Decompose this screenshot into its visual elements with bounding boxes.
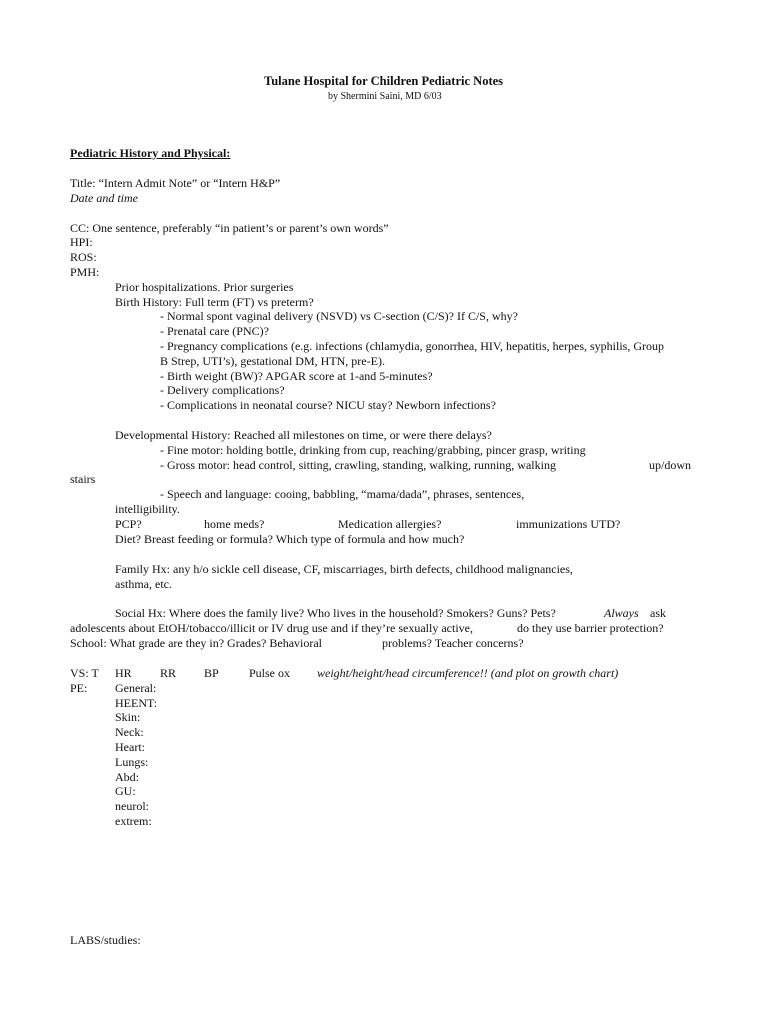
vs-hr: HR bbox=[115, 666, 132, 680]
diet-line: Diet? Breast feeding or formula? Which type of formula and how much? bbox=[115, 532, 465, 546]
vs-rr: RR bbox=[160, 666, 177, 680]
developmental-gross-motor: - Gross motor: head control, sitting, crawling, standing, walking, running, walking bbox=[160, 458, 556, 472]
labs-line: LABS/studies: bbox=[70, 933, 141, 947]
family-history-2: asthma, etc. bbox=[115, 577, 172, 591]
pe-item: Lungs: bbox=[115, 755, 149, 769]
pcp-label: PCP? bbox=[115, 517, 142, 531]
school-line-b: problems? Teacher concerns? bbox=[382, 636, 524, 650]
allergies-label: Medication allergies? bbox=[338, 517, 442, 531]
pe-item: Heart: bbox=[115, 740, 145, 754]
pe-item: Skin: bbox=[115, 710, 141, 724]
pmh-pnc: - Prenatal care (PNC)? bbox=[160, 324, 269, 338]
ros-line: ROS: bbox=[70, 250, 97, 264]
section-heading: Pediatric History and Physical: bbox=[70, 146, 231, 160]
pmh-prior: Prior hospitalizations. Prior surgeries bbox=[115, 280, 294, 294]
developmental-stairs: stairs bbox=[70, 472, 96, 486]
pmh-pregnancy-2: B Strep, UTI’s), gestational DM, HTN, pre-E). bbox=[160, 354, 385, 368]
school-line-a: School: What grade are they in? Grades? Behavioral bbox=[70, 636, 323, 650]
developmental-header: Developmental History: Reached all milestones on time, or were there delays? bbox=[115, 428, 492, 442]
developmental-fine-motor: - Fine motor: holding bottle, drinking from cup, reaching/grabbing, pincer grasp, writing bbox=[160, 443, 586, 457]
vs-bp: BP bbox=[204, 666, 219, 680]
title-line: Title: “Intern Admit Note” or “Intern H&P” bbox=[70, 176, 281, 190]
pe-item: Neck: bbox=[115, 725, 144, 739]
social-ask: ask bbox=[650, 606, 666, 620]
pe-item: HEENT: bbox=[115, 696, 158, 710]
pmh-birth-weight: - Birth weight (BW)? APGAR score at 1-and 5-minutes? bbox=[160, 369, 433, 383]
social-history-1: Social Hx: Where does the family live? Who lives in the household? Smokers? Guns? Pets? bbox=[115, 606, 556, 620]
vs-pulse-ox: Pulse ox bbox=[249, 666, 291, 680]
pmh-delivery: - Delivery complications? bbox=[160, 383, 285, 397]
pe-item: neurol: bbox=[115, 799, 149, 813]
vs-growth-note: weight/height/head circumference!! (and plot on growth chart) bbox=[317, 666, 619, 680]
pe-item: Abd: bbox=[115, 770, 139, 784]
pe-item: extrem: bbox=[115, 814, 152, 828]
vs-label: VS: T bbox=[70, 666, 99, 680]
pmh-nsvd: - Normal spont vaginal delivery (NSVD) vs C-section (C/S)? If C/S, why? bbox=[160, 309, 518, 323]
pe-label: PE: bbox=[70, 681, 88, 695]
social-history-2: adolescents about EtOH/tobacco/illicit or IV drug use and if they’re sexually active, bbox=[70, 621, 473, 635]
social-history-2b: do they use barrier protection? bbox=[517, 621, 664, 635]
hpi-line: HPI: bbox=[70, 235, 93, 249]
home-meds-label: home meds? bbox=[204, 517, 265, 531]
cc-line: CC: One sentence, preferably “in patient’s or parent’s own words” bbox=[70, 221, 389, 235]
developmental-updown: up/down bbox=[649, 458, 691, 472]
pmh-pregnancy-1: - Pregnancy complications (e.g. infections (chlamydia, gonorrhea, HIV, hepatitis, herpes, syphilis, Group bbox=[160, 339, 664, 353]
pmh-neonatal: - Complications in neonatal course? NICU stay? Newborn infections? bbox=[160, 398, 496, 412]
pe-item: GU: bbox=[115, 784, 136, 798]
immunizations-label: immunizations UTD? bbox=[516, 517, 621, 531]
developmental-intelligibility: intelligibility. bbox=[115, 502, 180, 516]
social-always: Always bbox=[604, 606, 639, 620]
date-time-line: Date and time bbox=[70, 191, 138, 205]
pmh-line: PMH: bbox=[70, 265, 100, 279]
document-byline: by Shermini Saini, MD 6/03 bbox=[328, 91, 442, 102]
pe-item: General: bbox=[115, 681, 157, 695]
document-title: Tulane Hospital for Children Pediatric Notes bbox=[264, 74, 504, 88]
developmental-speech: - Speech and language: cooing, babbling, “mama/dada”, phrases, sentences, bbox=[160, 487, 525, 501]
pmh-birth-history: Birth History: Full term (FT) vs preterm? bbox=[115, 295, 314, 309]
family-history-1: Family Hx: any h/o sickle cell disease, CF, miscarriages, birth defects, childhood malignancies, bbox=[115, 562, 573, 576]
